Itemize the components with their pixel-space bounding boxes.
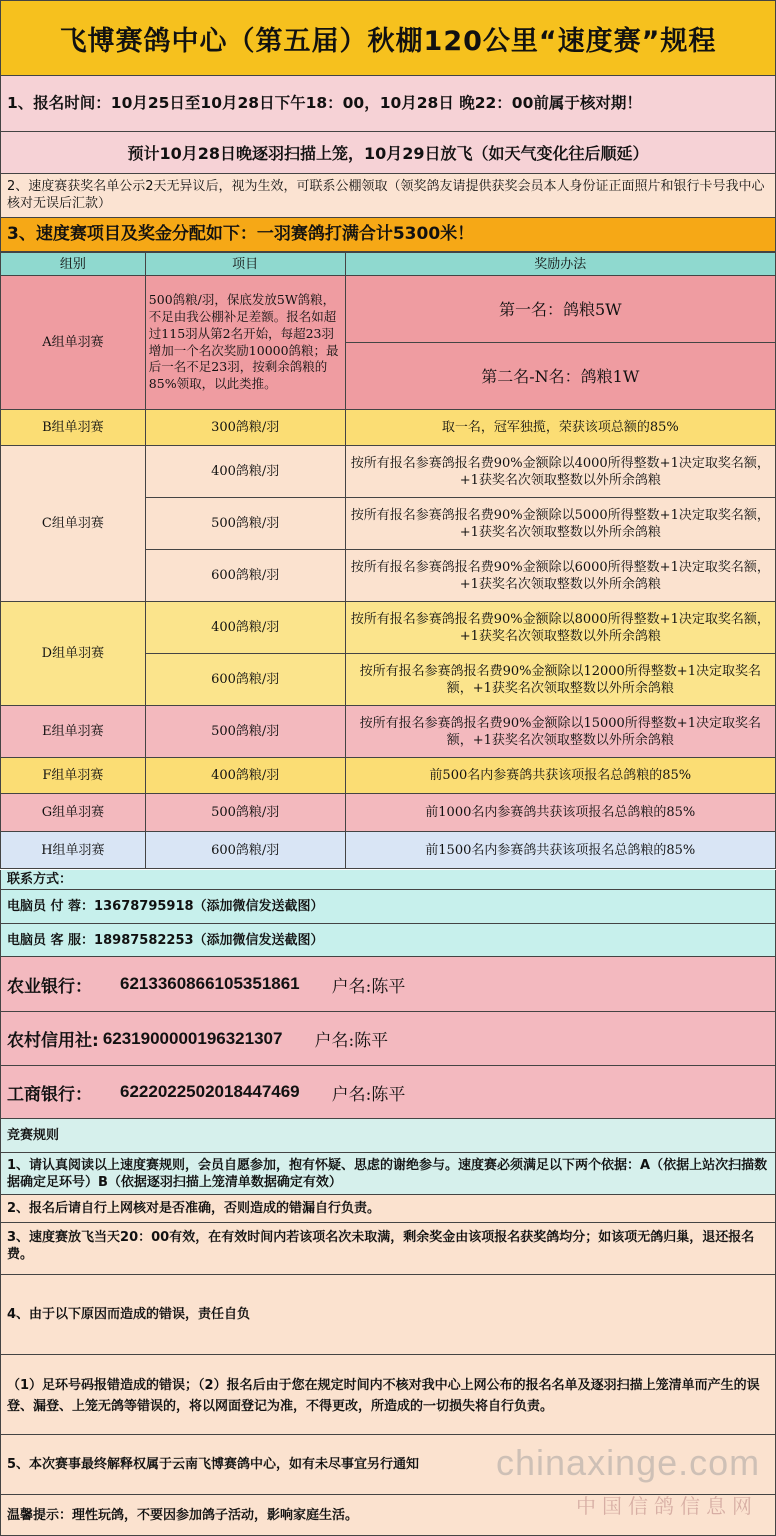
item-d-600: 600鸽粮/羽	[145, 654, 345, 706]
bank-row-3	[0, 1066, 776, 1119]
group-a: A组单羽赛	[1, 276, 146, 410]
reward-d-600: 按所有报名参赛鸽报名费90%金额除以12000所得整数+1决定取奖名额，+1获奖名次领取整数以外所余鸽粮	[345, 654, 775, 706]
item-d-400: 400鸽粮/羽	[145, 602, 345, 654]
award-notice: 2、速度赛获奖名单公示2天无异议后，视为生效，可联系公棚领取（领奖鸽友请提供获奖会员本人身份证正面照片和银行卡号我中心核对无误后汇款）	[0, 174, 776, 218]
registration-time: 1、报名时间：10月25日至10月28日下午18：00，10月28日 晚22：00前属于核对期！	[0, 76, 776, 132]
table-row-f	[1, 758, 776, 794]
item-h: 600鸽粮/羽	[145, 832, 345, 869]
reward-h: 前1500名内参赛鸽共获该项报名总鸽粮的85%	[345, 832, 775, 869]
reward-d-400: 按所有报名参赛鸽报名费90%金额除以8000所得整数+1决定取奖名额，+1获奖名次领取整数以外所余鸽粮	[345, 602, 775, 654]
bank-holder: 户名:陈平	[331, 1084, 406, 1105]
reward-a-first: 第一名：鸽粮5W	[345, 276, 775, 343]
rule-2: 2、报名后请自行上网核对是否准确，否则造成的错漏自行负责。	[0, 1195, 776, 1223]
bank-row-2	[0, 1012, 776, 1066]
header-item: 项目	[145, 253, 345, 276]
header-reward: 奖励办法	[345, 253, 775, 276]
rules-heading: 竞赛规则	[0, 1119, 776, 1153]
bank-account: 6222022502018447469	[120, 1082, 300, 1101]
watermark-cn: 中国信鸽信息网	[576, 1494, 758, 1518]
group-c: C组单羽赛	[1, 446, 146, 602]
item-f: 400鸽粮/羽	[145, 758, 345, 794]
release-schedule: 预计10月28日晚逐羽扫描上笼，10月29日放飞（如天气变化往后顺延）	[0, 132, 776, 174]
table-row-d1	[1, 602, 776, 654]
table-row-b	[1, 410, 776, 446]
warm-tip: 温馨提示：理性玩鸽，不要因参加鸽子活动，影响家庭生活。	[0, 1495, 776, 1536]
item-c-400: 400鸽粮/羽	[145, 446, 345, 498]
item-c-600: 600鸽粮/羽	[145, 550, 345, 602]
reward-c-400: 按所有报名参赛鸽报名费90%金额除以4000所得整数+1决定取奖名额，+1获奖名次领取整数以外所余鸽粮	[345, 446, 775, 498]
group-b: B组单羽赛	[1, 410, 146, 446]
reward-c-600: 按所有报名参赛鸽报名费90%金额除以6000所得整数+1决定取奖名额，+1获奖名次领取整数以外所余鸽粮	[345, 550, 775, 602]
item-b: 300鸽粮/羽	[145, 410, 345, 446]
rule-1: 1、请认真阅读以上速度赛规则，会员自愿参加，抱有怀疑、思虑的谢绝参与。速度赛必须满足以下两个依据：A（依据上站次扫描数据确定足环号）B（依据逐羽扫描上笼清单数据确定有效）	[0, 1153, 776, 1195]
page-title: 飞博赛鸽中心（第五届）秋棚120公里“速度赛”规程	[0, 0, 776, 76]
bank-holder: 户名:陈平	[314, 1031, 389, 1051]
reward-g: 前1000名内参赛鸽共获该项报名总鸽粮的85%	[345, 794, 775, 832]
bank-holder: 户名:陈平	[331, 976, 406, 997]
item-c-500: 500鸽粮/羽	[145, 498, 345, 550]
bank-account: 6231900000196321307	[102, 1028, 283, 1048]
rule-4-detail: （1）足环号码报错造成的错误；（2）报名后由于您在规定时间内不核对我中心上网公布的报名名单及逐羽扫描上笼清单而产生的误登、漏登、上笼无鸽等错误的，将以网面登记为准，不得更改，所造成的一切损失将自行负责。	[0, 1355, 776, 1435]
bank-name: 农村信用社:	[7, 1031, 99, 1051]
item-g: 500鸽粮/羽	[145, 794, 345, 832]
rule-3: 3、速度赛放飞当天20：00有效，在有效时间内若该项名次未取满，剩余奖金由该项报名获奖鸽均分；如该项无鸽归巢，退还报名费。	[0, 1223, 776, 1275]
reward-c-500: 按所有报名参赛鸽报名费90%金额除以5000所得整数+1决定取奖名额，+1获奖名次领取整数以外所余鸽粮	[345, 498, 775, 550]
group-g: G组单羽赛	[1, 794, 146, 832]
contact-line-1: 电脑员 付 蓉：13678795918（添加微信发送截图）	[0, 890, 776, 924]
group-h: H组单羽赛	[1, 832, 146, 869]
prize-table	[0, 252, 776, 869]
group-f: F组单羽赛	[1, 758, 146, 794]
table-row-h	[1, 832, 776, 869]
bank-name: 农业银行：	[7, 976, 92, 997]
bank-name: 工商银行：	[7, 1084, 92, 1105]
rule-5: 5、本次赛事最终解释权属于云南飞博赛鸽中心，如有未尽事宜另行通知	[0, 1435, 776, 1495]
contact-heading: 联系方式：	[0, 870, 776, 890]
group-e: E组单羽赛	[1, 706, 146, 758]
rule-4: 4、由于以下原因而造成的错误，责任自负	[0, 1275, 776, 1355]
header-group: 组别	[1, 253, 146, 276]
contact-line-2: 电脑员 客 服：18987582253（添加微信发送截图）	[0, 924, 776, 957]
item-a: 500鸽粮/羽，保底发放5W鸽粮，不足由我公棚补足差额。报名如超过115羽从第2名开始，每超23羽增加一个名次奖励10000鸽粮；最后一名不足23羽，按剩余鸽粮的85%领取，以此类推。	[145, 276, 345, 410]
table-row-a1	[1, 276, 776, 343]
reward-b: 取一名，冠军独揽，荣获该项总额的85%	[345, 410, 775, 446]
table-header-row	[1, 253, 776, 276]
item-e: 500鸽粮/羽	[145, 706, 345, 758]
reward-e: 按所有报名参赛鸽报名费90%金额除以15000所得整数+1决定取奖名额，+1获奖名次领取整数以外所余鸽粮	[345, 706, 775, 758]
group-d: D组单羽赛	[1, 602, 146, 706]
reward-f: 前500名内参赛鸽共获该项报名总鸽粮的85%	[345, 758, 775, 794]
prize-section-heading: 3、速度赛项目及奖金分配如下：一羽赛鸽打满合计5300米！	[0, 218, 776, 252]
table-row-c1	[1, 446, 776, 498]
watermark-url: chinaxinge.com	[496, 1442, 761, 1483]
bank-account: 6213360866105351861	[120, 974, 300, 993]
table-row-g	[1, 794, 776, 832]
table-row-e	[1, 706, 776, 758]
reward-a-rest: 第二名-N名：鸽粮1W	[345, 343, 775, 410]
bank-row-1	[0, 957, 776, 1012]
